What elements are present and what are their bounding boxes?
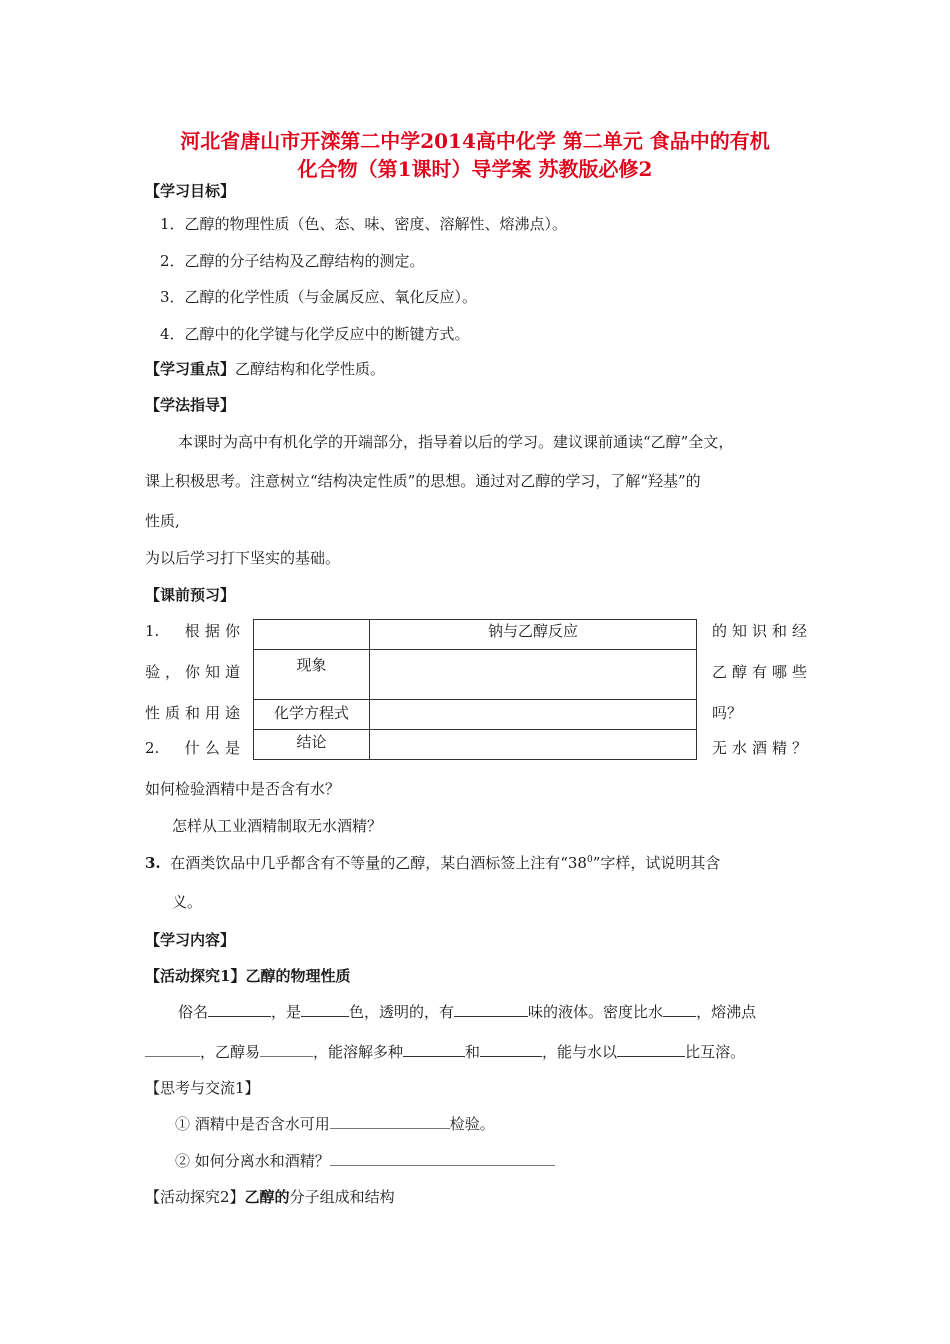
degree-superscript: 0 (586, 855, 593, 865)
blank-field[interactable] (260, 1042, 313, 1057)
fill-text: ，乙醇易 (200, 1043, 261, 1061)
blank-field[interactable] (617, 1042, 685, 1057)
preview-q1-right: 乙醇有哪些 (712, 663, 807, 681)
preview-q3-line1 (145, 852, 720, 873)
blank-field[interactable] (663, 1002, 696, 1017)
activity1-heading (145, 965, 350, 986)
think1-heading: 【思考与交流1】 (145, 1079, 260, 1097)
think-q2 (175, 1150, 555, 1171)
fill-text: 味的液体。密度比水 (528, 1003, 664, 1021)
preview-q1-right: 的知识和经 (712, 622, 807, 640)
think-q1-text-end: 检验。 (449, 1115, 495, 1133)
objectives-heading: 【学习目标】 (145, 182, 236, 200)
table-cell (370, 700, 697, 730)
fill-text: 比互溶。 (685, 1043, 746, 1061)
think-q2-text: ② 如何分离水和酒精？ (175, 1152, 330, 1170)
fill-text: 色，透明的，有 (349, 1003, 455, 1021)
fill-line-1 (178, 1001, 756, 1022)
blank-field[interactable] (208, 1002, 271, 1017)
fill-text: 俗名 (178, 1003, 209, 1021)
preview-q3-text-end: ”字样，试说明其含 (592, 854, 721, 872)
preview-q1-left: 验，你知道 (145, 663, 240, 681)
fill-line-2 (145, 1041, 745, 1062)
method-line: 性质, (145, 512, 180, 530)
table-row-label: 化学方程式 (254, 700, 370, 730)
method-line: 为以后学习打下坚实的基础。 (145, 549, 341, 567)
objective-item: 3．乙醇的化学性质（与金属反应、氧化反应）。 (160, 288, 478, 306)
table-corner-cell (254, 620, 370, 650)
think-q1-text: ① 酒精中是否含水可用 (175, 1115, 330, 1133)
table-row-label: 现象 (254, 650, 370, 700)
preview-q1-left: 1. 根据你 (145, 622, 240, 640)
blank-field[interactable] (301, 1002, 349, 1017)
activity2-heading (145, 1186, 395, 1207)
preview-q2-sub1: 如何检验酒精中是否含有水？ (145, 780, 341, 798)
preview-q2-left: 2. 什么是 (145, 739, 240, 757)
method-line: 课上积极思考。注意树立“结构决定性质”的思想。通过对乙醇的学习，了解“羟基”的 (145, 472, 701, 490)
preview-q3-num: 3. (145, 854, 161, 872)
activity1-title: 乙醇的物理性质 (245, 967, 351, 985)
activity2-title-rest: 分子组成和结构 (289, 1188, 395, 1206)
fill-text: ，熔沸点 (696, 1003, 757, 1021)
key-points (145, 358, 385, 379)
table-row-label: 结论 (254, 730, 370, 760)
content-heading: 【学习内容】 (145, 931, 236, 949)
table-cell (370, 730, 697, 760)
preview-q2-sub2: 怎样从工业酒精制取无水酒精？ (172, 817, 383, 835)
page-title-line2: 化合物（第1课时）导学案 苏教版必修2 (297, 157, 653, 181)
table-cell (370, 650, 697, 700)
page-title-line1: 河北省唐山市开滦第二中学2014高中化学 第二单元 食品中的有机 (180, 129, 770, 153)
blank-field[interactable] (454, 1002, 528, 1017)
fill-text: ，能溶解多种 (313, 1043, 404, 1061)
table-header: 钠与乙醇反应 (370, 620, 697, 650)
fill-text: 和 (465, 1043, 481, 1061)
key-points-heading: 【学习重点】 (145, 360, 236, 378)
blank-field[interactable] (403, 1042, 465, 1057)
objective-item: 4．乙醇中的化学键与化学反应中的断键方式。 (160, 325, 470, 343)
think-q1 (175, 1113, 495, 1134)
activity2-title-bold: 乙醇的 (244, 1188, 290, 1206)
key-points-text: 乙醇结构和化学性质。 (235, 360, 386, 378)
method-line: 本课时为高中有机化学的开端部分，指导着以后的学习。建议课前通读“乙醇”全文， (178, 433, 734, 451)
objective-item: 2．乙醇的分子结构及乙醇结构的测定。 (160, 252, 425, 270)
method-heading: 【学法指导】 (145, 396, 236, 414)
preview-q3-line2: 义。 (172, 893, 203, 911)
blank-field[interactable] (480, 1042, 542, 1057)
objective-item: 1．乙醇的物理性质（色、态、味、密度、溶解性、熔沸点）。 (160, 215, 568, 233)
fill-text: ，是 (271, 1003, 302, 1021)
preview-heading: 【课前预习】 (145, 586, 236, 604)
blank-field[interactable] (330, 1151, 555, 1166)
activity2-bracket: 【活动探究2】 (145, 1188, 245, 1206)
preview-q1-right: 吗？ (712, 704, 743, 722)
preview-q2-right: 无水酒精？ (712, 739, 807, 757)
fill-text: ，能与水以 (542, 1043, 618, 1061)
activity1-bracket: 【活动探究1】 (145, 967, 246, 985)
blank-field[interactable] (145, 1042, 200, 1057)
preview-q3-text: 在酒类饮品中几乎都含有不等量的乙醇，某白酒标签上注有“38 (170, 854, 587, 872)
sodium-ethanol-table (253, 619, 697, 760)
blank-field[interactable] (330, 1114, 450, 1129)
preview-q1-left: 性质和用途 (145, 704, 240, 722)
